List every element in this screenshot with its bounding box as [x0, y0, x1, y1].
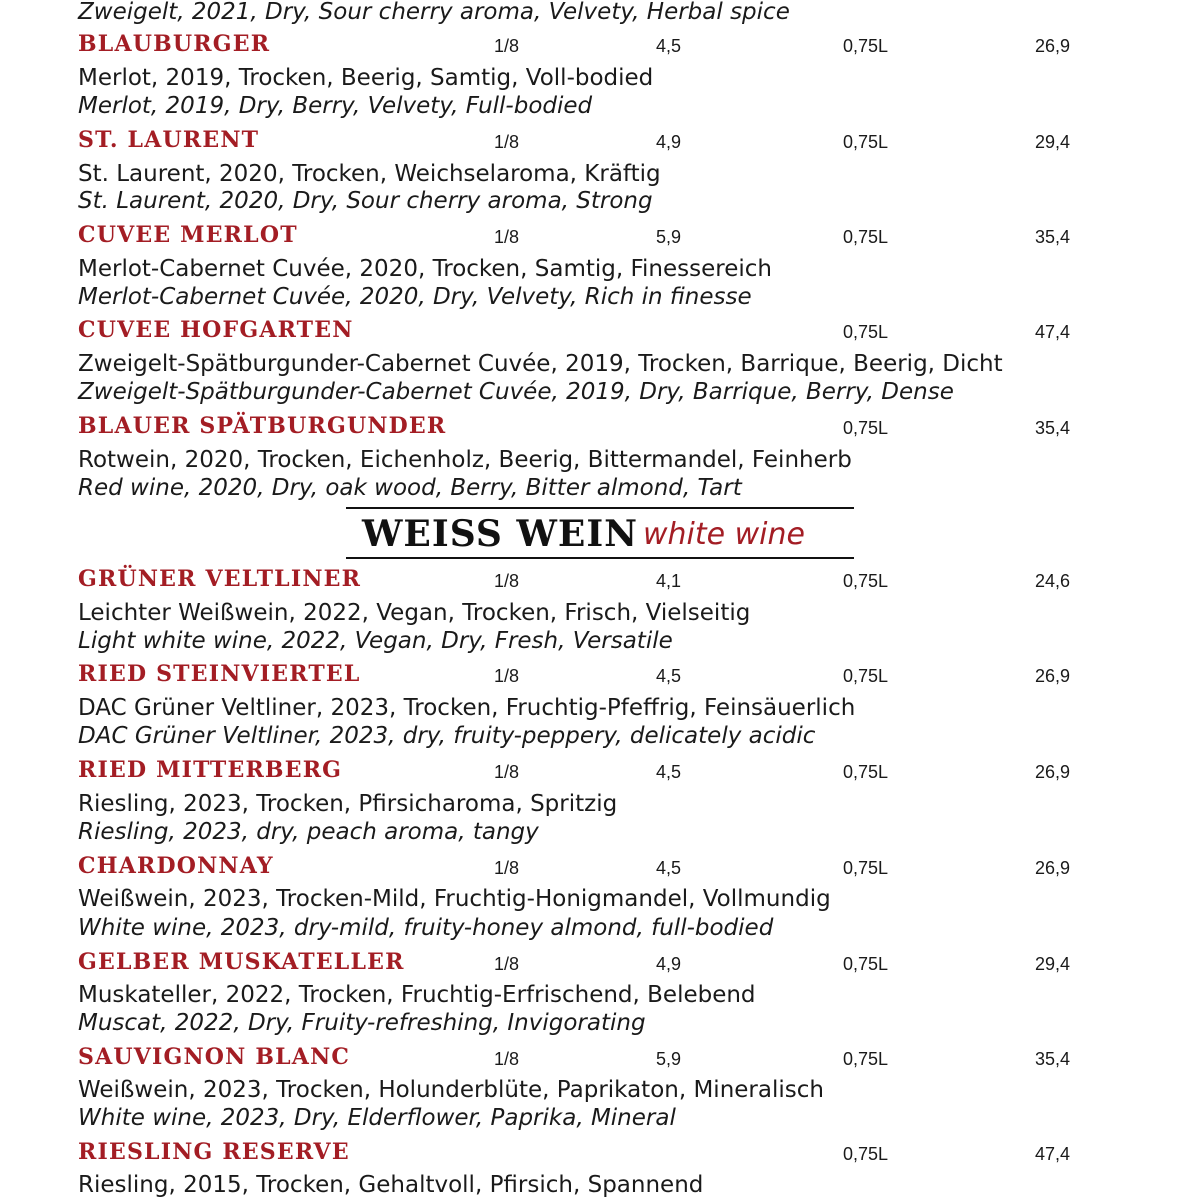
wine-name: BLAUBURGER: [78, 31, 271, 57]
glass-price: 4,5: [656, 858, 682, 878]
glass-price: 4,5: [656, 762, 682, 782]
wine-name: GRÜNER VELTLINER: [78, 566, 362, 592]
bottle-price: 29,4: [1035, 132, 1071, 152]
description-en: Merlot-Cabernet Cuvée, 2020, Dry, Velvety, Rich in finesse: [78, 284, 752, 310]
description-de: Muskateller, 2022, Trocken, Fruchtig-Erfrischend, Belebend: [78, 982, 756, 1008]
bottle-size: 0,75L: [843, 227, 889, 247]
glass-size: 1/8: [494, 1049, 520, 1069]
description-en: Red wine, 2020, Dry, oak wood, Berry, Bitter almond, Tart: [78, 475, 742, 501]
glass-price: 4,9: [656, 954, 682, 974]
bottle-size: 0,75L: [843, 322, 889, 342]
bottle-size: 0,75L: [843, 571, 889, 591]
description-en: St. Laurent, 2020, Dry, Sour cherry aroma, Strong: [78, 188, 653, 214]
wine-name: GELBER MUSKATELLER: [78, 949, 405, 975]
bottle-price: 29,4: [1035, 954, 1071, 974]
bottle-price: 35,4: [1035, 1049, 1071, 1069]
bottle-price: 26,9: [1035, 762, 1071, 782]
bottle-size: 0,75L: [843, 132, 889, 152]
description-en: Muscat, 2022, Dry, Fruity-refreshing, Invigorating: [78, 1010, 646, 1036]
description-de: Weißwein, 2023, Trocken-Mild, Fruchtig-Honigmandel, Vollmundig: [78, 886, 831, 912]
wine-name: ST. LAURENT: [78, 127, 260, 153]
bottle-price: 26,9: [1035, 666, 1071, 686]
description-en: Riesling, 2023, dry, peach aroma, tangy: [78, 819, 539, 845]
bottle-size: 0,75L: [843, 36, 889, 56]
description-en: Light white wine, 2022, Vegan, Dry, Fresh, Versatile: [78, 628, 673, 654]
wine-name: CHARDONNAY: [78, 853, 274, 879]
bottle-price: 35,4: [1035, 418, 1071, 438]
bottle-size: 0,75L: [843, 762, 889, 782]
wine-name: CUVEE HOFGARTEN: [78, 317, 354, 343]
bottle-size: 0,75L: [843, 1144, 889, 1164]
bottle-size: 0,75L: [843, 954, 889, 974]
wine-name: RIESLING RESERVE: [78, 1139, 350, 1165]
description-de: Riesling, 2015, Trocken, Gehaltvoll, Pfirsich, Spannend: [78, 1172, 704, 1198]
section-header-white-wine: [346, 507, 854, 559]
glass-size: 1/8: [494, 132, 520, 152]
description-de: Merlot, 2019, Trocken, Beerig, Samtig, Voll-bodied: [78, 65, 654, 91]
bottle-size: 0,75L: [843, 858, 889, 878]
glass-size: 1/8: [494, 571, 520, 591]
description-de: Rotwein, 2020, Trocken, Eichenholz, Beerig, Bittermandel, Feinherb: [78, 447, 852, 473]
bottle-price: 26,9: [1035, 36, 1071, 56]
wine-name: RIED MITTERBERG: [78, 757, 343, 783]
bottle-size: 0,75L: [843, 1049, 889, 1069]
glass-price: 5,9: [656, 227, 682, 247]
bottle-price: 47,4: [1035, 322, 1071, 342]
wine-name: RIED STEINVIERTEL: [78, 661, 361, 687]
wine-name: SAUVIGNON BLANC: [78, 1044, 351, 1070]
description-en: White wine, 2023, dry-mild, fruity-honey almond, full-bodied: [78, 915, 774, 941]
section-title: WEISS WEIN: [362, 513, 639, 555]
wine-name: BLAUER SPÄTBURGUNDER: [78, 413, 447, 439]
description-en: Zweigelt-Spätburgunder-Cabernet Cuvée, 2019, Dry, Barrique, Berry, Dense: [78, 379, 954, 405]
glass-size: 1/8: [494, 666, 520, 686]
description-de: Weißwein, 2023, Trocken, Holunderblüte, Paprikaton, Mineralisch: [78, 1077, 824, 1103]
description-de: Riesling, 2023, Trocken, Pfirsicharoma, Spritzig: [78, 791, 618, 817]
glass-price: 5,9: [656, 1049, 682, 1069]
bottle-price: 35,4: [1035, 227, 1071, 247]
description-de: Leichter Weißwein, 2022, Vegan, Trocken, Frisch, Vielseitig: [78, 600, 751, 626]
wine-name: CUVEE MERLOT: [78, 222, 298, 248]
description-en: Merlot, 2019, Dry, Berry, Velvety, Full-bodied: [78, 93, 593, 119]
glass-price: 4,5: [656, 36, 682, 56]
section-subtitle: white wine: [643, 517, 805, 552]
description-en: DAC Grüner Veltliner, 2023, dry, fruity-peppery, delicately acidic: [78, 723, 816, 749]
bottle-size: 0,75L: [843, 418, 889, 438]
glass-size: 1/8: [494, 762, 520, 782]
glass-size: 1/8: [494, 858, 520, 878]
bottle-size: 0,75L: [843, 666, 889, 686]
glass-price: 4,9: [656, 132, 682, 152]
glass-size: 1/8: [494, 954, 520, 974]
description-en: White wine, 2023, Dry, Elderflower, Paprika, Mineral: [78, 1105, 676, 1131]
glass-size: 1/8: [494, 227, 520, 247]
glass-size: 1/8: [494, 36, 520, 56]
bottle-price: 26,9: [1035, 858, 1071, 878]
description-de: St. Laurent, 2020, Trocken, Weichselaroma, Kräftig: [78, 161, 661, 187]
bottle-price: 24,6: [1035, 571, 1071, 591]
bottle-price: 47,4: [1035, 1144, 1071, 1164]
description-de: Merlot-Cabernet Cuvée, 2020, Trocken, Samtig, Finessereich: [78, 256, 772, 282]
glass-price: 4,1: [656, 571, 682, 591]
description-de: DAC Grüner Veltliner, 2023, Trocken, Fruchtig-Pfeffrig, Feinsäuerlich: [78, 695, 856, 721]
prev-description-en: Zweigelt, 2021, Dry, Sour cherry aroma, Velvety, Herbal spice: [78, 0, 790, 25]
glass-price: 4,5: [656, 666, 682, 686]
description-de: Zweigelt-Spätburgunder-Cabernet Cuvée, 2019, Trocken, Barrique, Beerig, Dicht: [78, 351, 1003, 377]
